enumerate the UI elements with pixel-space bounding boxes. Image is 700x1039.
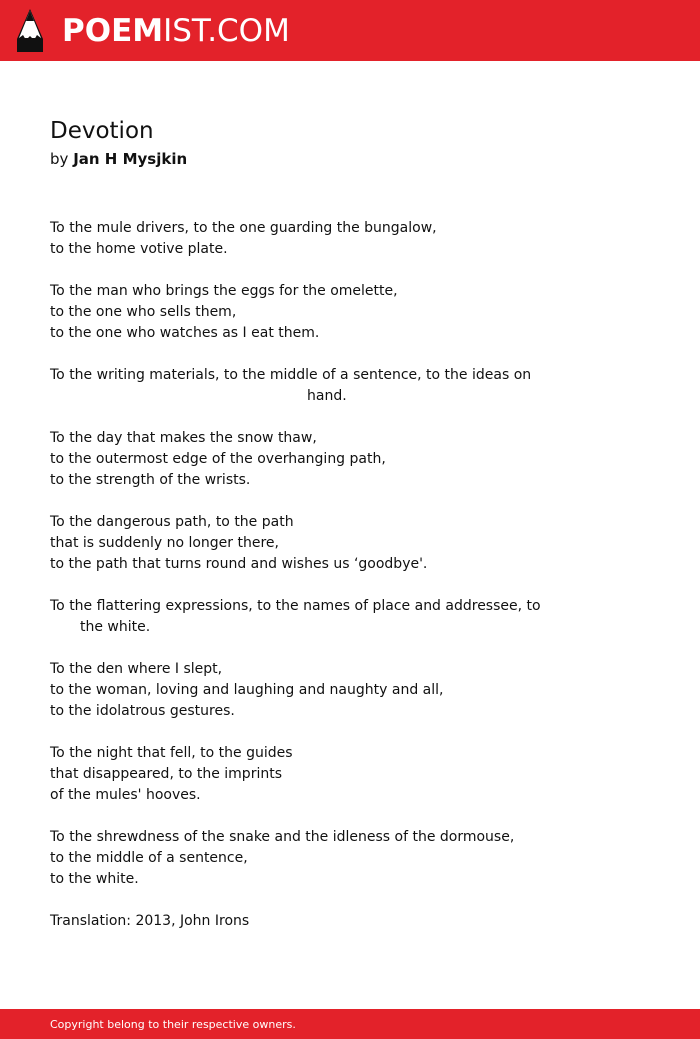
stanza xyxy=(50,743,650,806)
poem-line: To the day that makes the snow thaw, xyxy=(50,430,317,446)
stanza xyxy=(50,659,650,722)
stanza xyxy=(50,281,650,344)
poem-line: to the one who sells them, xyxy=(50,304,237,320)
poem-line: To the man who brings the eggs for the omelette, xyxy=(50,283,398,299)
poem-line: To the den where I slept, xyxy=(50,661,223,677)
poem-line-continuation: the white. xyxy=(80,619,151,635)
stanza xyxy=(50,512,650,575)
poem-line: To the dangerous path, to the path xyxy=(50,514,294,530)
author-name: Jan H Mysjkin xyxy=(73,150,188,168)
brand-bold: POEM xyxy=(62,13,164,49)
poem-line: to the one who watches as I eat them. xyxy=(50,325,320,341)
poem-line: to the idolatrous gestures. xyxy=(50,703,235,719)
poem-line: To the writing materials, to the middle of a sentence, to the ideas on xyxy=(50,367,532,383)
stanza xyxy=(50,365,650,407)
by-prefix: by xyxy=(50,150,69,168)
poem-line: that is suddenly no longer there, xyxy=(50,535,279,551)
stanza xyxy=(50,218,650,260)
poem-line: to the strength of the wrists. xyxy=(50,472,251,488)
poem-line: To the mule drivers, to the one guarding the bungalow, xyxy=(50,220,437,236)
brand-light: IST.COM xyxy=(163,13,290,49)
poem-body xyxy=(50,218,650,953)
poem-line: of the mules' hooves. xyxy=(50,787,201,803)
poem-line: to the home votive plate. xyxy=(50,241,228,257)
site-logo[interactable] xyxy=(62,11,290,51)
poem-line: To the shrewdness of the snake and the idleness of the dormouse, xyxy=(50,829,515,845)
poem-line: to the outermost edge of the overhanging path, xyxy=(50,451,386,467)
poem-line: to the middle of a sentence, xyxy=(50,850,248,866)
byline xyxy=(50,149,187,169)
copyright-notice: Copyright belong to their respective owners. xyxy=(50,1018,296,1031)
poem-line-continuation: hand. xyxy=(307,388,347,404)
poem-line: to the white. xyxy=(50,871,139,887)
poem-line: that disappeared, to the imprints xyxy=(50,766,282,782)
pencil-tip-icon[interactable] xyxy=(17,9,43,52)
translation-credit xyxy=(50,911,650,932)
poem-line: to the path that turns round and wishes us ‘goodbye'. xyxy=(50,556,428,572)
stanza xyxy=(50,428,650,491)
poem-line: To the flattering expressions, to the names of place and addressee, to xyxy=(50,598,541,614)
poem-title: Devotion xyxy=(50,118,154,144)
site-header xyxy=(0,0,700,61)
translation-line: Translation: 2013, John Irons xyxy=(50,913,250,929)
poem-line: To the night that fell, to the guides xyxy=(50,745,293,761)
site-footer xyxy=(0,1009,700,1039)
poem-line: to the woman, loving and laughing and naughty and all, xyxy=(50,682,444,698)
stanza xyxy=(50,827,650,890)
stanza xyxy=(50,596,650,638)
